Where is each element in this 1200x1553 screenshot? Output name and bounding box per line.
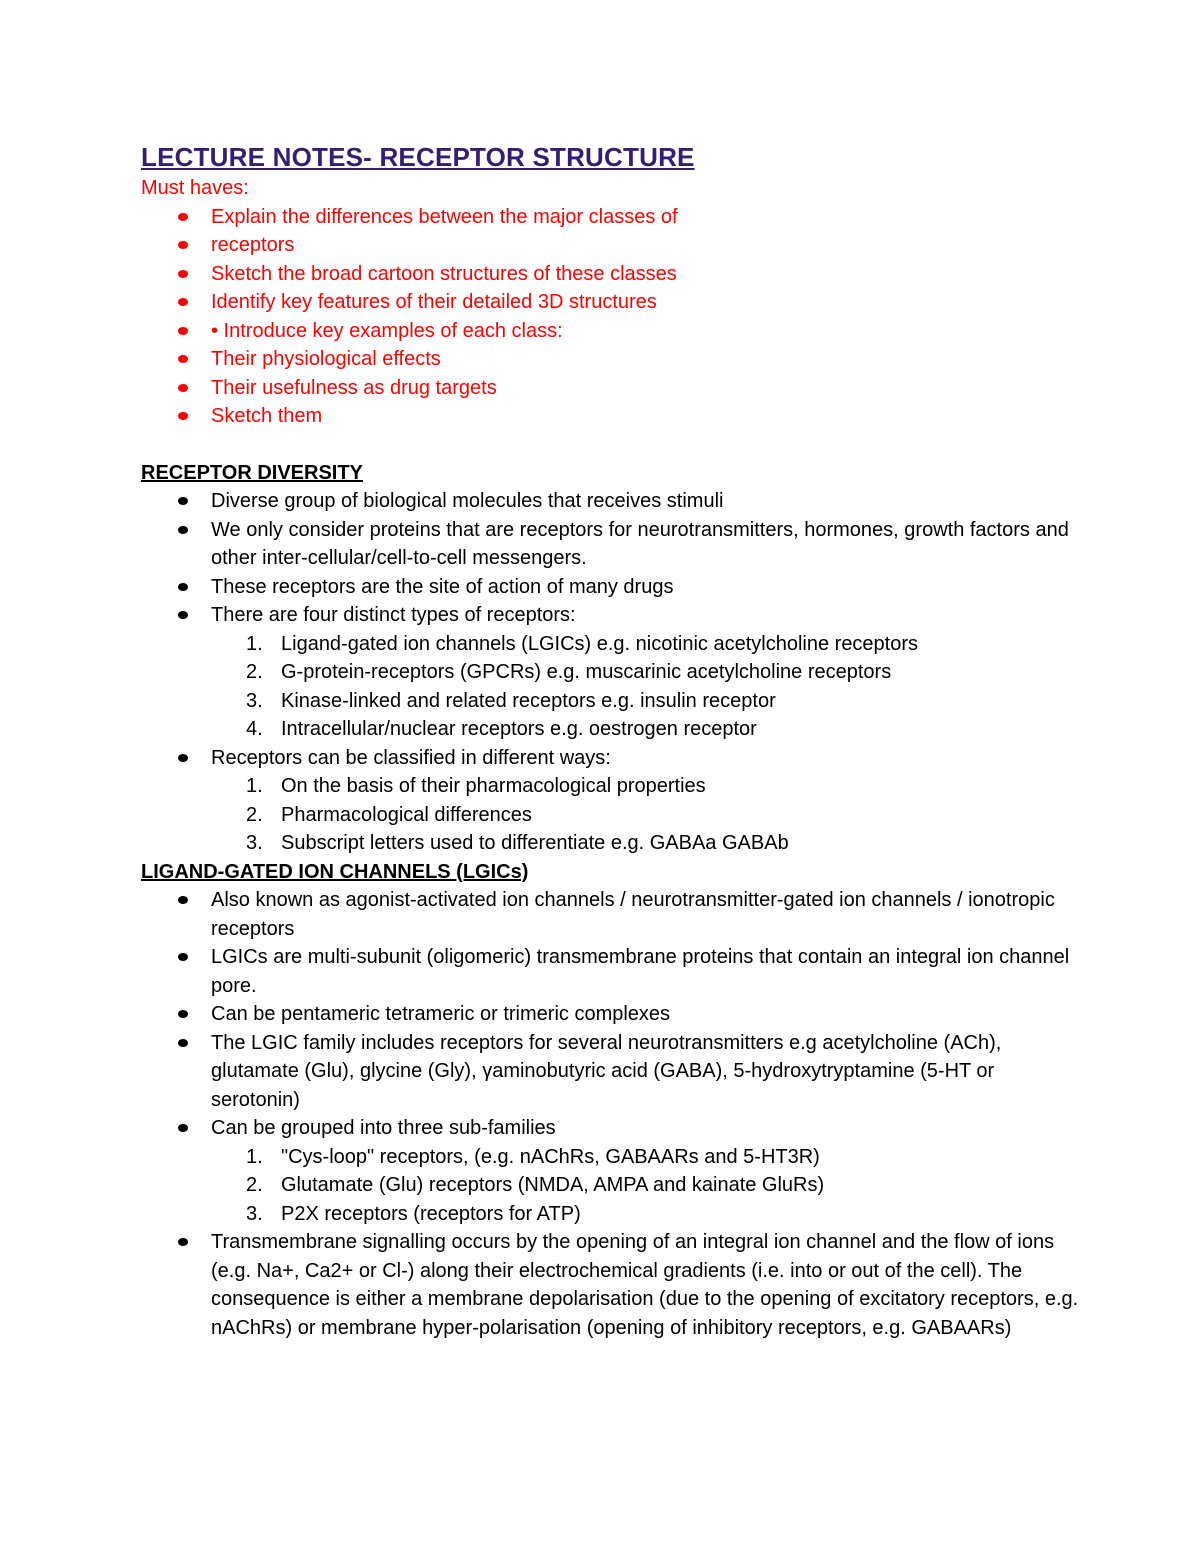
numbered-item: 1. On the basis of their pharmacological properties — [246, 775, 706, 797]
list-item: Also known as agonist-activated ion channels / neurotransmitter-gated ion channels / ionotropic receptors — [141, 886, 1081, 943]
list-item: receptors — [141, 231, 1081, 260]
list-item: Identify key features of their detailed 3D structures — [141, 288, 1081, 317]
list-item: Can be pentameric tetrameric or trimeric complexes — [141, 1000, 1081, 1029]
must-haves-label: Must haves: — [141, 177, 249, 199]
bullet-icon — [178, 327, 188, 335]
list-item: Can be grouped into three sub-families 1. "Cys-loop" receptors, (e.g. nAChRs, GABAARs and 5-HT3R) 2. Glutamate (Glu) receptors (NMDA, AMPA and kainate GluRs) 3. P2X receptors (receptors for ATP) — [141, 1114, 1081, 1228]
list-item: Explain the differences between the major classes of — [141, 203, 1081, 232]
list-item: • Introduce key examples of each class: — [141, 317, 1081, 346]
bullet-icon — [178, 526, 188, 534]
lgic-list — [141, 886, 1081, 1342]
bullet-icon — [178, 241, 188, 249]
bullet-icon — [178, 270, 188, 278]
bullet-icon — [178, 896, 188, 904]
bullet-icon — [178, 1238, 188, 1246]
numbered-item: 3. P2X receptors (receptors for ATP) — [246, 1202, 581, 1225]
bullet-icon — [178, 412, 188, 420]
document-title: LECTURE NOTES- RECEPTOR STRUCTURE — [141, 142, 695, 172]
classification-ways-list — [211, 772, 1081, 858]
receptor-types-list — [211, 630, 1081, 744]
bullet-icon — [178, 1010, 188, 1018]
list-item: Sketch the broad cartoon structures of these classes — [141, 260, 1081, 289]
spacer — [141, 431, 1081, 459]
list-item: Their usefulness as drug targets — [141, 374, 1081, 403]
numbered-item: 2. G-protein-receptors (GPCRs) e.g. muscarinic acetylcholine receptors — [246, 661, 892, 683]
subfamilies-list — [211, 1143, 1081, 1229]
section-heading-receptor-diversity: RECEPTOR DIVERSITY — [141, 461, 363, 484]
list-item: Transmembrane signalling occurs by the opening of an integral ion channel and the flow of ions (e.g. Na+, Ca2+ or Cl-) along their electrochemical gradients (i.e. into or out of the cell). The consequence is either a membrane depolarisation (due to the opening of excitatory receptors, e.g. nAChRs) or membrane hyper-polarisation (opening of inhibitory receptors, e.g. GABAARs) — [141, 1228, 1081, 1342]
bullet-icon — [178, 611, 188, 619]
bullet-icon — [178, 298, 188, 306]
list-item: We only consider proteins that are receptors for neurotransmitters, hormones, growth factors and other inter-cellular/cell-to-cell messengers. — [141, 516, 1081, 573]
list-item: The LGIC family includes receptors for several neurotransmitters e.g acetylcholine (ACh), glutamate (Glu), glycine (Gly), γaminobutyric acid (GABA), 5-hydroxytryptamine (5-HT or serotonin) — [141, 1029, 1081, 1115]
document-page — [141, 140, 1081, 1342]
bullet-icon — [178, 1124, 188, 1132]
bullet-icon — [178, 953, 188, 961]
bullet-icon — [178, 497, 188, 505]
list-item: Receptors can be classified in different ways: 1. On the basis of their pharmacological properties 2. Pharmacological differences 3. Subscript letters used to differentiate e.g. GABAa GABAb — [141, 744, 1081, 858]
receptor-diversity-list — [141, 487, 1081, 858]
bullet-icon — [178, 1039, 188, 1047]
bullet-icon — [178, 583, 188, 591]
bullet-icon — [178, 754, 188, 762]
must-haves-list — [141, 203, 1081, 431]
list-item: LGICs are multi-subunit (oligomeric) transmembrane proteins that contain an integral ion channel pore. — [141, 943, 1081, 1000]
bullet-icon — [178, 213, 188, 221]
list-item: Their physiological effects — [141, 345, 1081, 374]
numbered-item: 2. Glutamate (Glu) receptors (NMDA, AMPA and kainate GluRs) — [246, 1174, 825, 1196]
numbered-item: 3. Subscript letters used to differentiate e.g. GABAa GABAb — [246, 832, 789, 854]
section-heading-lgic: LIGAND-GATED ION CHANNELS (LGICs) — [141, 860, 529, 883]
numbered-item: 4. Intracellular/nuclear receptors e.g. oestrogen receptor — [246, 718, 757, 740]
list-item: There are four distinct types of receptors: 1. Ligand-gated ion channels (LGICs) e.g. nicotinic acetylcholine receptors 2. G-protein-receptors (GPCRs) e.g. muscarinic acetylcholine receptors 3. Kinase-linked and related receptors e.g. insulin receptor 4. Intracellular/nuclear receptors e.g. oestrogen receptor — [141, 601, 1081, 744]
list-item: These receptors are the site of action of many drugs — [141, 573, 1081, 602]
list-item: Sketch them — [141, 402, 1081, 431]
numbered-item: 1. "Cys-loop" receptors, (e.g. nAChRs, GABAARs and 5-HT3R) — [246, 1145, 820, 1168]
numbered-item: 2. Pharmacological differences — [246, 803, 532, 826]
bullet-icon — [178, 384, 188, 392]
bullet-icon — [178, 355, 188, 363]
numbered-item: 1. Ligand-gated ion channels (LGICs) e.g. nicotinic acetylcholine receptors — [246, 632, 919, 655]
list-item: Diverse group of biological molecules that receives stimuli — [141, 487, 1081, 516]
numbered-item: 3. Kinase-linked and related receptors e.g. insulin receptor — [246, 689, 776, 712]
